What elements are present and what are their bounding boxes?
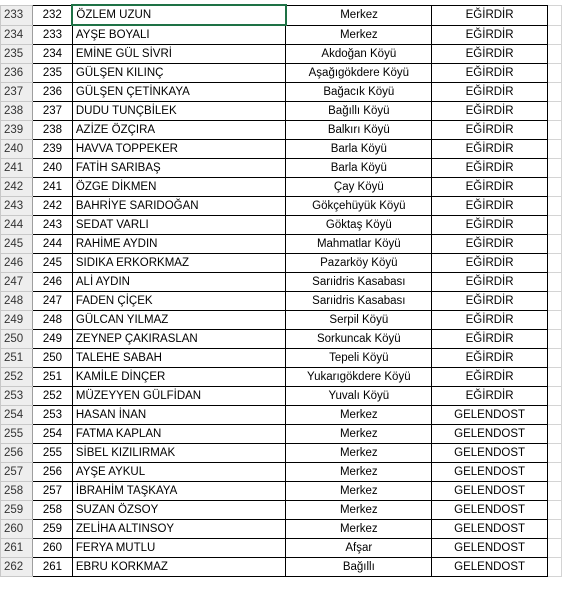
location-cell[interactable]: Pazarköy Köyü xyxy=(286,254,432,273)
district-cell[interactable]: EĞİRDİR xyxy=(432,45,548,64)
sequence-cell[interactable]: 250 xyxy=(32,349,72,368)
district-cell[interactable]: EĞİRDİR xyxy=(432,25,548,45)
sequence-cell[interactable]: 232 xyxy=(32,5,72,25)
empty-cell[interactable] xyxy=(548,539,562,558)
table-row xyxy=(1,463,562,482)
sequence-cell[interactable]: 259 xyxy=(32,520,72,539)
location-cell[interactable]: Bağacık Köyü xyxy=(286,83,432,102)
district-cell[interactable]: EĞİRDİR xyxy=(432,387,548,406)
table-row xyxy=(1,425,562,444)
sequence-cell[interactable]: 235 xyxy=(32,64,72,83)
row-header: 248 xyxy=(1,292,33,311)
table-row xyxy=(1,64,562,83)
row-header: 261 xyxy=(1,539,33,558)
row-header: 239 xyxy=(1,121,33,140)
name-cell[interactable]: RAHİME AYDIN xyxy=(72,235,286,254)
empty-cell[interactable] xyxy=(548,520,562,539)
district-cell[interactable]: EĞİRDİR xyxy=(432,64,548,83)
table-row xyxy=(1,292,562,311)
location-cell[interactable]: Merkez xyxy=(286,482,432,501)
name-cell[interactable]: FERYA MUTLU xyxy=(72,539,286,558)
empty-cell[interactable] xyxy=(548,463,562,482)
sequence-cell[interactable]: 243 xyxy=(32,216,72,235)
name-cell[interactable]: FATMA KAPLAN xyxy=(72,425,286,444)
location-cell[interactable]: Göktaş Köyü xyxy=(286,216,432,235)
sequence-cell[interactable]: 246 xyxy=(32,273,72,292)
location-cell[interactable]: Akdoğan Köyü xyxy=(286,45,432,64)
name-cell[interactable]: TALEHE SABAH xyxy=(72,349,286,368)
table-row xyxy=(1,102,562,121)
empty-cell[interactable] xyxy=(548,102,562,121)
district-cell[interactable]: EĞİRDİR xyxy=(432,121,548,140)
row-header: 244 xyxy=(1,216,33,235)
row-header: 260 xyxy=(1,520,33,539)
district-cell[interactable]: EĞİRDİR xyxy=(432,368,548,387)
row-header: 237 xyxy=(1,83,33,102)
location-cell[interactable]: Merkez xyxy=(286,501,432,520)
name-cell[interactable]: ALİ AYDIN xyxy=(72,273,286,292)
row-header: 245 xyxy=(1,235,33,254)
table-row xyxy=(1,254,562,273)
empty-cell[interactable] xyxy=(548,387,562,406)
sequence-cell[interactable]: 240 xyxy=(32,159,72,178)
location-cell[interactable]: Merkez xyxy=(286,5,432,25)
name-cell[interactable]: GÜLŞEN KILINÇ xyxy=(72,64,286,83)
sequence-cell[interactable]: 261 xyxy=(32,558,72,577)
sequence-cell[interactable]: 244 xyxy=(32,235,72,254)
location-cell[interactable]: Tepeli Köyü xyxy=(286,349,432,368)
table-row xyxy=(1,311,562,330)
district-cell[interactable]: EĞİRDİR xyxy=(432,216,548,235)
district-cell[interactable]: EĞİRDİR xyxy=(432,254,548,273)
row-header: 255 xyxy=(1,425,33,444)
location-cell[interactable]: Bağıllı xyxy=(286,558,432,577)
location-cell[interactable]: Merkez xyxy=(286,406,432,425)
table-row xyxy=(1,349,562,368)
name-cell[interactable]: SIDIKA ERKORKMAZ xyxy=(72,254,286,273)
empty-cell[interactable] xyxy=(548,235,562,254)
table-row xyxy=(1,216,562,235)
sequence-cell[interactable]: 260 xyxy=(32,539,72,558)
location-cell[interactable]: Balkırı Köyü xyxy=(286,121,432,140)
sequence-cell[interactable]: 234 xyxy=(32,45,72,64)
row-header: 262 xyxy=(1,558,33,577)
empty-cell[interactable] xyxy=(548,292,562,311)
spreadsheet-grid xyxy=(0,4,562,577)
row-header: 240 xyxy=(1,140,33,159)
empty-cell[interactable] xyxy=(548,25,562,45)
sequence-cell[interactable]: 254 xyxy=(32,425,72,444)
row-header: 236 xyxy=(1,64,33,83)
name-cell[interactable]: SUZAN ÖZSOY xyxy=(72,501,286,520)
row-header: 243 xyxy=(1,197,33,216)
district-cell[interactable]: EĞİRDİR xyxy=(432,273,548,292)
table-row xyxy=(1,5,562,25)
district-cell[interactable]: EĞİRDİR xyxy=(432,330,548,349)
row-header: 254 xyxy=(1,406,33,425)
empty-cell[interactable] xyxy=(548,482,562,501)
sequence-cell[interactable]: 239 xyxy=(32,140,72,159)
table-row xyxy=(1,140,562,159)
table-row xyxy=(1,539,562,558)
row-header: 259 xyxy=(1,501,33,520)
district-cell[interactable]: GELENDOST xyxy=(432,425,548,444)
row-header: 235 xyxy=(1,45,33,64)
name-cell[interactable]: KAMİLE DİNÇER xyxy=(72,368,286,387)
table-row xyxy=(1,444,562,463)
row-header: 241 xyxy=(1,159,33,178)
district-cell[interactable]: EĞİRDİR xyxy=(432,102,548,121)
empty-cell[interactable] xyxy=(548,140,562,159)
row-header: 251 xyxy=(1,349,33,368)
sequence-cell[interactable]: 258 xyxy=(32,501,72,520)
name-cell[interactable]: MÜZEYYEN GÜLFİDAN xyxy=(72,387,286,406)
location-cell[interactable]: Yuvalı Köyü xyxy=(286,387,432,406)
name-cell[interactable]: ZEYNEP ÇAKIRASLAN xyxy=(72,330,286,349)
district-cell[interactable]: GELENDOST xyxy=(432,558,548,577)
empty-cell[interactable] xyxy=(548,425,562,444)
district-cell[interactable]: EĞİRDİR xyxy=(432,83,548,102)
name-cell[interactable]: DUDU TUNÇBİLEK xyxy=(72,102,286,121)
empty-cell[interactable] xyxy=(548,5,562,25)
location-cell[interactable]: Sarıidris Kasabası xyxy=(286,292,432,311)
empty-cell[interactable] xyxy=(548,330,562,349)
empty-cell[interactable] xyxy=(548,159,562,178)
district-cell[interactable]: EĞİRDİR xyxy=(432,178,548,197)
location-cell[interactable]: Merkez xyxy=(286,444,432,463)
empty-cell[interactable] xyxy=(548,501,562,520)
district-cell[interactable]: GELENDOST xyxy=(432,444,548,463)
district-cell[interactable]: GELENDOST xyxy=(432,520,548,539)
table-row xyxy=(1,368,562,387)
district-cell[interactable]: GELENDOST xyxy=(432,539,548,558)
table-row xyxy=(1,121,562,140)
name-cell[interactable]: AYŞE AYKUL xyxy=(72,463,286,482)
sequence-cell[interactable]: 233 xyxy=(32,25,72,45)
location-cell[interactable]: Merkez xyxy=(286,425,432,444)
name-cell[interactable]: FATİH SARIBAŞ xyxy=(72,159,286,178)
name-cell[interactable]: AYŞE BOYALI xyxy=(72,25,286,45)
district-cell[interactable]: GELENDOST xyxy=(432,463,548,482)
row-header: 242 xyxy=(1,178,33,197)
row-header: 258 xyxy=(1,482,33,501)
empty-cell[interactable] xyxy=(548,197,562,216)
table-row xyxy=(1,235,562,254)
name-cell[interactable]: HAVVA TOPPEKER xyxy=(72,140,286,159)
empty-cell[interactable] xyxy=(548,178,562,197)
name-cell[interactable]: GÜLŞEN ÇETİNKAYA xyxy=(72,83,286,102)
name-cell[interactable]: FADEN ÇİÇEK xyxy=(72,292,286,311)
table-row xyxy=(1,178,562,197)
district-cell[interactable]: EĞİRDİR xyxy=(432,292,548,311)
sequence-cell[interactable]: 256 xyxy=(32,463,72,482)
empty-cell[interactable] xyxy=(548,45,562,64)
name-cell[interactable]: HASAN İNAN xyxy=(72,406,286,425)
empty-cell[interactable] xyxy=(548,444,562,463)
table-row xyxy=(1,482,562,501)
location-cell[interactable]: Gökçehüyük Köyü xyxy=(286,197,432,216)
table-row xyxy=(1,406,562,425)
district-cell[interactable]: EĞİRDİR xyxy=(432,349,548,368)
name-cell[interactable]: EMİNE GÜL SİVRİ xyxy=(72,45,286,64)
location-cell[interactable]: Barla Köyü xyxy=(286,140,432,159)
row-header: 252 xyxy=(1,368,33,387)
row-header: 247 xyxy=(1,273,33,292)
empty-cell[interactable] xyxy=(548,406,562,425)
district-cell[interactable]: EĞİRDİR xyxy=(432,235,548,254)
sequence-cell[interactable]: 236 xyxy=(32,83,72,102)
empty-cell[interactable] xyxy=(548,368,562,387)
location-cell[interactable]: Sarıidris Kasabası xyxy=(286,273,432,292)
row-header: 238 xyxy=(1,102,33,121)
district-cell[interactable]: GELENDOST xyxy=(432,406,548,425)
sequence-cell[interactable]: 245 xyxy=(32,254,72,273)
table-row xyxy=(1,387,562,406)
table-row xyxy=(1,45,562,64)
empty-cell[interactable] xyxy=(548,558,562,577)
sequence-cell[interactable]: 252 xyxy=(32,387,72,406)
location-cell[interactable]: Merkez xyxy=(286,463,432,482)
name-cell[interactable]: İBRAHİM TAŞKAYA xyxy=(72,482,286,501)
sequence-cell[interactable]: 255 xyxy=(32,444,72,463)
table-row xyxy=(1,520,562,539)
table-row xyxy=(1,330,562,349)
name-cell[interactable]: GÜLCAN YILMAZ xyxy=(72,311,286,330)
row-header: 234 xyxy=(1,25,33,45)
sequence-cell[interactable]: 257 xyxy=(32,482,72,501)
row-header: 256 xyxy=(1,444,33,463)
district-cell[interactable]: EĞİRDİR xyxy=(432,140,548,159)
empty-cell[interactable] xyxy=(548,83,562,102)
district-cell[interactable]: GELENDOST xyxy=(432,501,548,520)
table-row xyxy=(1,159,562,178)
row-header: 257 xyxy=(1,463,33,482)
district-cell[interactable]: EĞİRDİR xyxy=(432,159,548,178)
location-cell[interactable]: Barla Köyü xyxy=(286,159,432,178)
location-cell[interactable]: Mahmatlar Köyü xyxy=(286,235,432,254)
name-cell[interactable]: ÖZLEM UZUN xyxy=(72,5,286,25)
name-cell[interactable]: SİBEL KIZILIRMAK xyxy=(72,444,286,463)
name-cell[interactable]: ÖZGE DİKMEN xyxy=(72,178,286,197)
district-cell[interactable]: GELENDOST xyxy=(432,482,548,501)
name-cell[interactable]: SEDAT VARLI xyxy=(72,216,286,235)
table-row xyxy=(1,501,562,520)
empty-cell[interactable] xyxy=(548,254,562,273)
sequence-cell[interactable]: 251 xyxy=(32,368,72,387)
district-cell[interactable]: EĞİRDİR xyxy=(432,5,548,25)
row-header: 250 xyxy=(1,330,33,349)
row-header: 233 xyxy=(1,5,33,25)
sequence-cell[interactable]: 247 xyxy=(32,292,72,311)
location-cell[interactable]: Serpil Köyü xyxy=(286,311,432,330)
empty-cell[interactable] xyxy=(548,349,562,368)
name-cell[interactable]: AZİZE ÖZÇIRA xyxy=(72,121,286,140)
grid-body xyxy=(1,5,562,577)
location-cell[interactable]: Çay Köyü xyxy=(286,178,432,197)
location-cell[interactable]: Merkez xyxy=(286,520,432,539)
location-cell[interactable]: Aşağıgökdere Köyü xyxy=(286,64,432,83)
table-row xyxy=(1,558,562,577)
location-cell[interactable]: Bağıllı Köyü xyxy=(286,102,432,121)
table-row xyxy=(1,273,562,292)
location-cell[interactable]: Afşar xyxy=(286,539,432,558)
district-cell[interactable]: EĞİRDİR xyxy=(432,311,548,330)
location-cell[interactable]: Sorkuncak Köyü xyxy=(286,330,432,349)
sequence-cell[interactable]: 253 xyxy=(32,406,72,425)
empty-cell[interactable] xyxy=(548,273,562,292)
sequence-cell[interactable]: 242 xyxy=(32,197,72,216)
sequence-cell[interactable]: 248 xyxy=(32,311,72,330)
name-cell[interactable]: EBRU KORKMAZ xyxy=(72,558,286,577)
location-cell[interactable]: Yukarıgökdere Köyü xyxy=(286,368,432,387)
row-header: 249 xyxy=(1,311,33,330)
row-header: 253 xyxy=(1,387,33,406)
sequence-cell[interactable]: 249 xyxy=(32,330,72,349)
table-row xyxy=(1,25,562,45)
empty-cell[interactable] xyxy=(548,216,562,235)
sequence-cell[interactable]: 241 xyxy=(32,178,72,197)
table-row xyxy=(1,197,562,216)
row-header: 246 xyxy=(1,254,33,273)
name-cell[interactable]: ZELİHA ALTINSOY xyxy=(72,520,286,539)
sequence-cell[interactable]: 237 xyxy=(32,102,72,121)
name-cell[interactable]: BAHRİYE SARIDOĞAN xyxy=(72,197,286,216)
location-cell[interactable]: Merkez xyxy=(286,25,432,45)
table-row xyxy=(1,83,562,102)
district-cell[interactable]: EĞİRDİR xyxy=(432,197,548,216)
empty-cell[interactable] xyxy=(548,64,562,83)
sequence-cell[interactable]: 238 xyxy=(32,121,72,140)
empty-cell[interactable] xyxy=(548,311,562,330)
empty-cell[interactable] xyxy=(548,121,562,140)
